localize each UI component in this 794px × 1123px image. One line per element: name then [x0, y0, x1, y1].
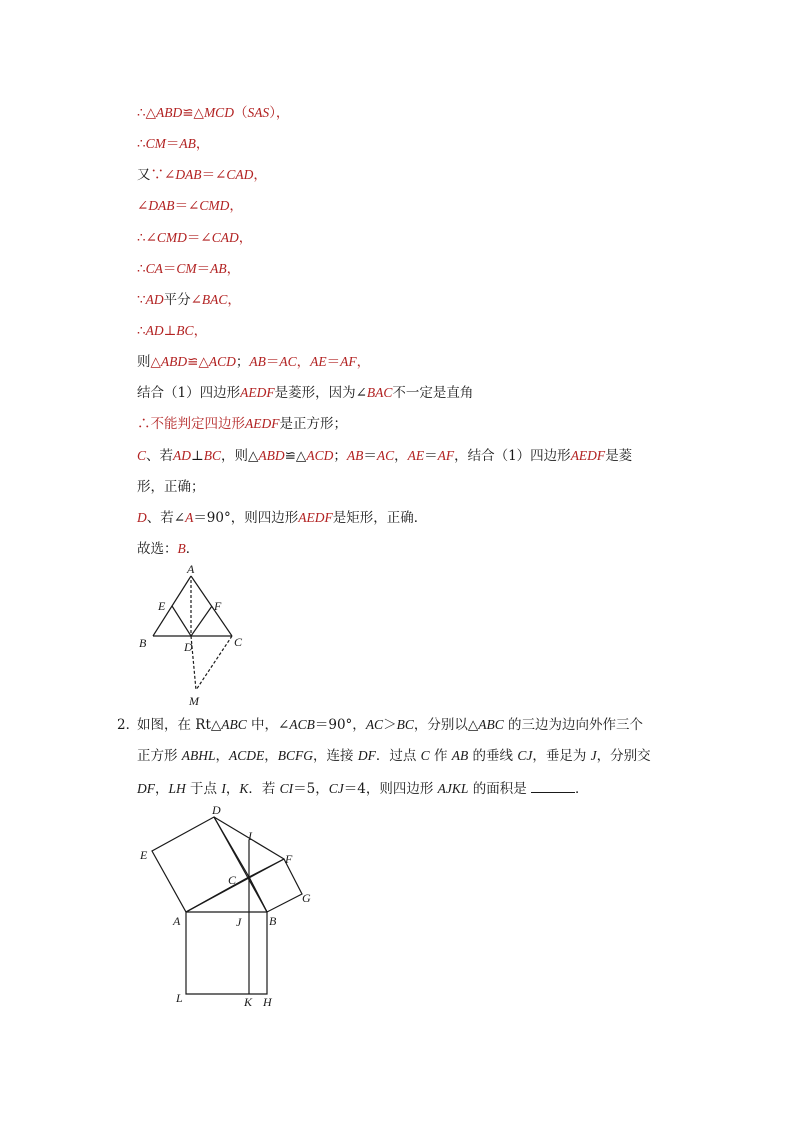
fig2-label-J: J	[236, 915, 242, 929]
solution-line-11: ∴不能判定四边形AEDF是正方形；	[137, 416, 347, 432]
solution-line-1: ∴△ABD≌△MCD（SAS），	[137, 105, 290, 121]
problem-2-line-1: 如图，在 Rt△ABC 中，∠ACB＝90°，AC＞BC，分别以△ABC 的三边为边向外作三个	[137, 717, 644, 733]
solution-line-12: C、若AD⊥BC，则△ABD≌△ACD；AB＝AC，AE＝AF，结合（1）四边形AEDF是菱	[137, 448, 633, 464]
fig2-label-L: L	[176, 991, 183, 1005]
fig2-label-I: I	[248, 829, 252, 843]
answer-blank[interactable]	[531, 779, 575, 793]
fig1-label-M: M	[189, 694, 199, 708]
fig2-label-A: A	[173, 914, 181, 928]
fig2-label-D: D	[212, 803, 221, 817]
fig2-label-K: K	[244, 995, 253, 1009]
solution-line-15: 故选：B．	[137, 541, 200, 557]
fig2-label-B: B	[269, 914, 277, 928]
problem-2-line-2: 正方形 ABHL，ACDE，BCFG，连接 DF．过点 C 作 AB 的垂线 CJ，垂足为 J，分别交	[137, 748, 651, 764]
fig1-label-E: E	[158, 599, 166, 613]
solution-line-10: 结合（1）四边形AEDF是菱形，因为∠BAC不一定是直角	[137, 385, 474, 401]
solution-line-7: ∵AD平分∠BAC，	[137, 292, 241, 308]
problem-2-line-3: DF，LH 于点 I，K．若 CI＝5，CJ＝4，则四边形 AJKL 的面积是 ．	[137, 781, 589, 797]
solution-line-9: 则△ABD≌△ACD；AB＝AC，AE＝AF，	[137, 354, 371, 370]
fig1-label-A: A	[187, 562, 195, 576]
fig1-label-B: B	[139, 636, 147, 650]
problem-2-number: 2．	[117, 717, 140, 733]
solution-line-5: ∴∠CMD＝∠CAD，	[137, 230, 253, 246]
solution-line-3: 又∵∠DAB＝∠CAD，	[137, 167, 267, 183]
solution-line-2: ∴CM＝AB，	[137, 136, 210, 152]
fig2-label-G: G	[302, 891, 311, 905]
fig1-label-F: F	[214, 599, 222, 613]
solution-line-13: 形，正确；	[137, 479, 205, 495]
solution-line-8: ∴AD⊥BC，	[137, 323, 208, 339]
solution-line-14: D、若∠A＝90°，则四边形AEDF是矩形，正确．	[137, 510, 428, 526]
solution-line-4: ∠DAB＝∠CMD，	[137, 198, 243, 214]
solution-line-6: ∴CA＝CM＝AB，	[137, 261, 241, 277]
fig2-label-H: H	[263, 995, 272, 1009]
fig2-label-E: E	[140, 848, 148, 862]
fig1-label-D: D	[184, 640, 193, 654]
fig1-label-C: C	[234, 635, 243, 649]
fig2-label-C: C	[228, 873, 237, 887]
fig2-label-F: F	[285, 852, 293, 866]
